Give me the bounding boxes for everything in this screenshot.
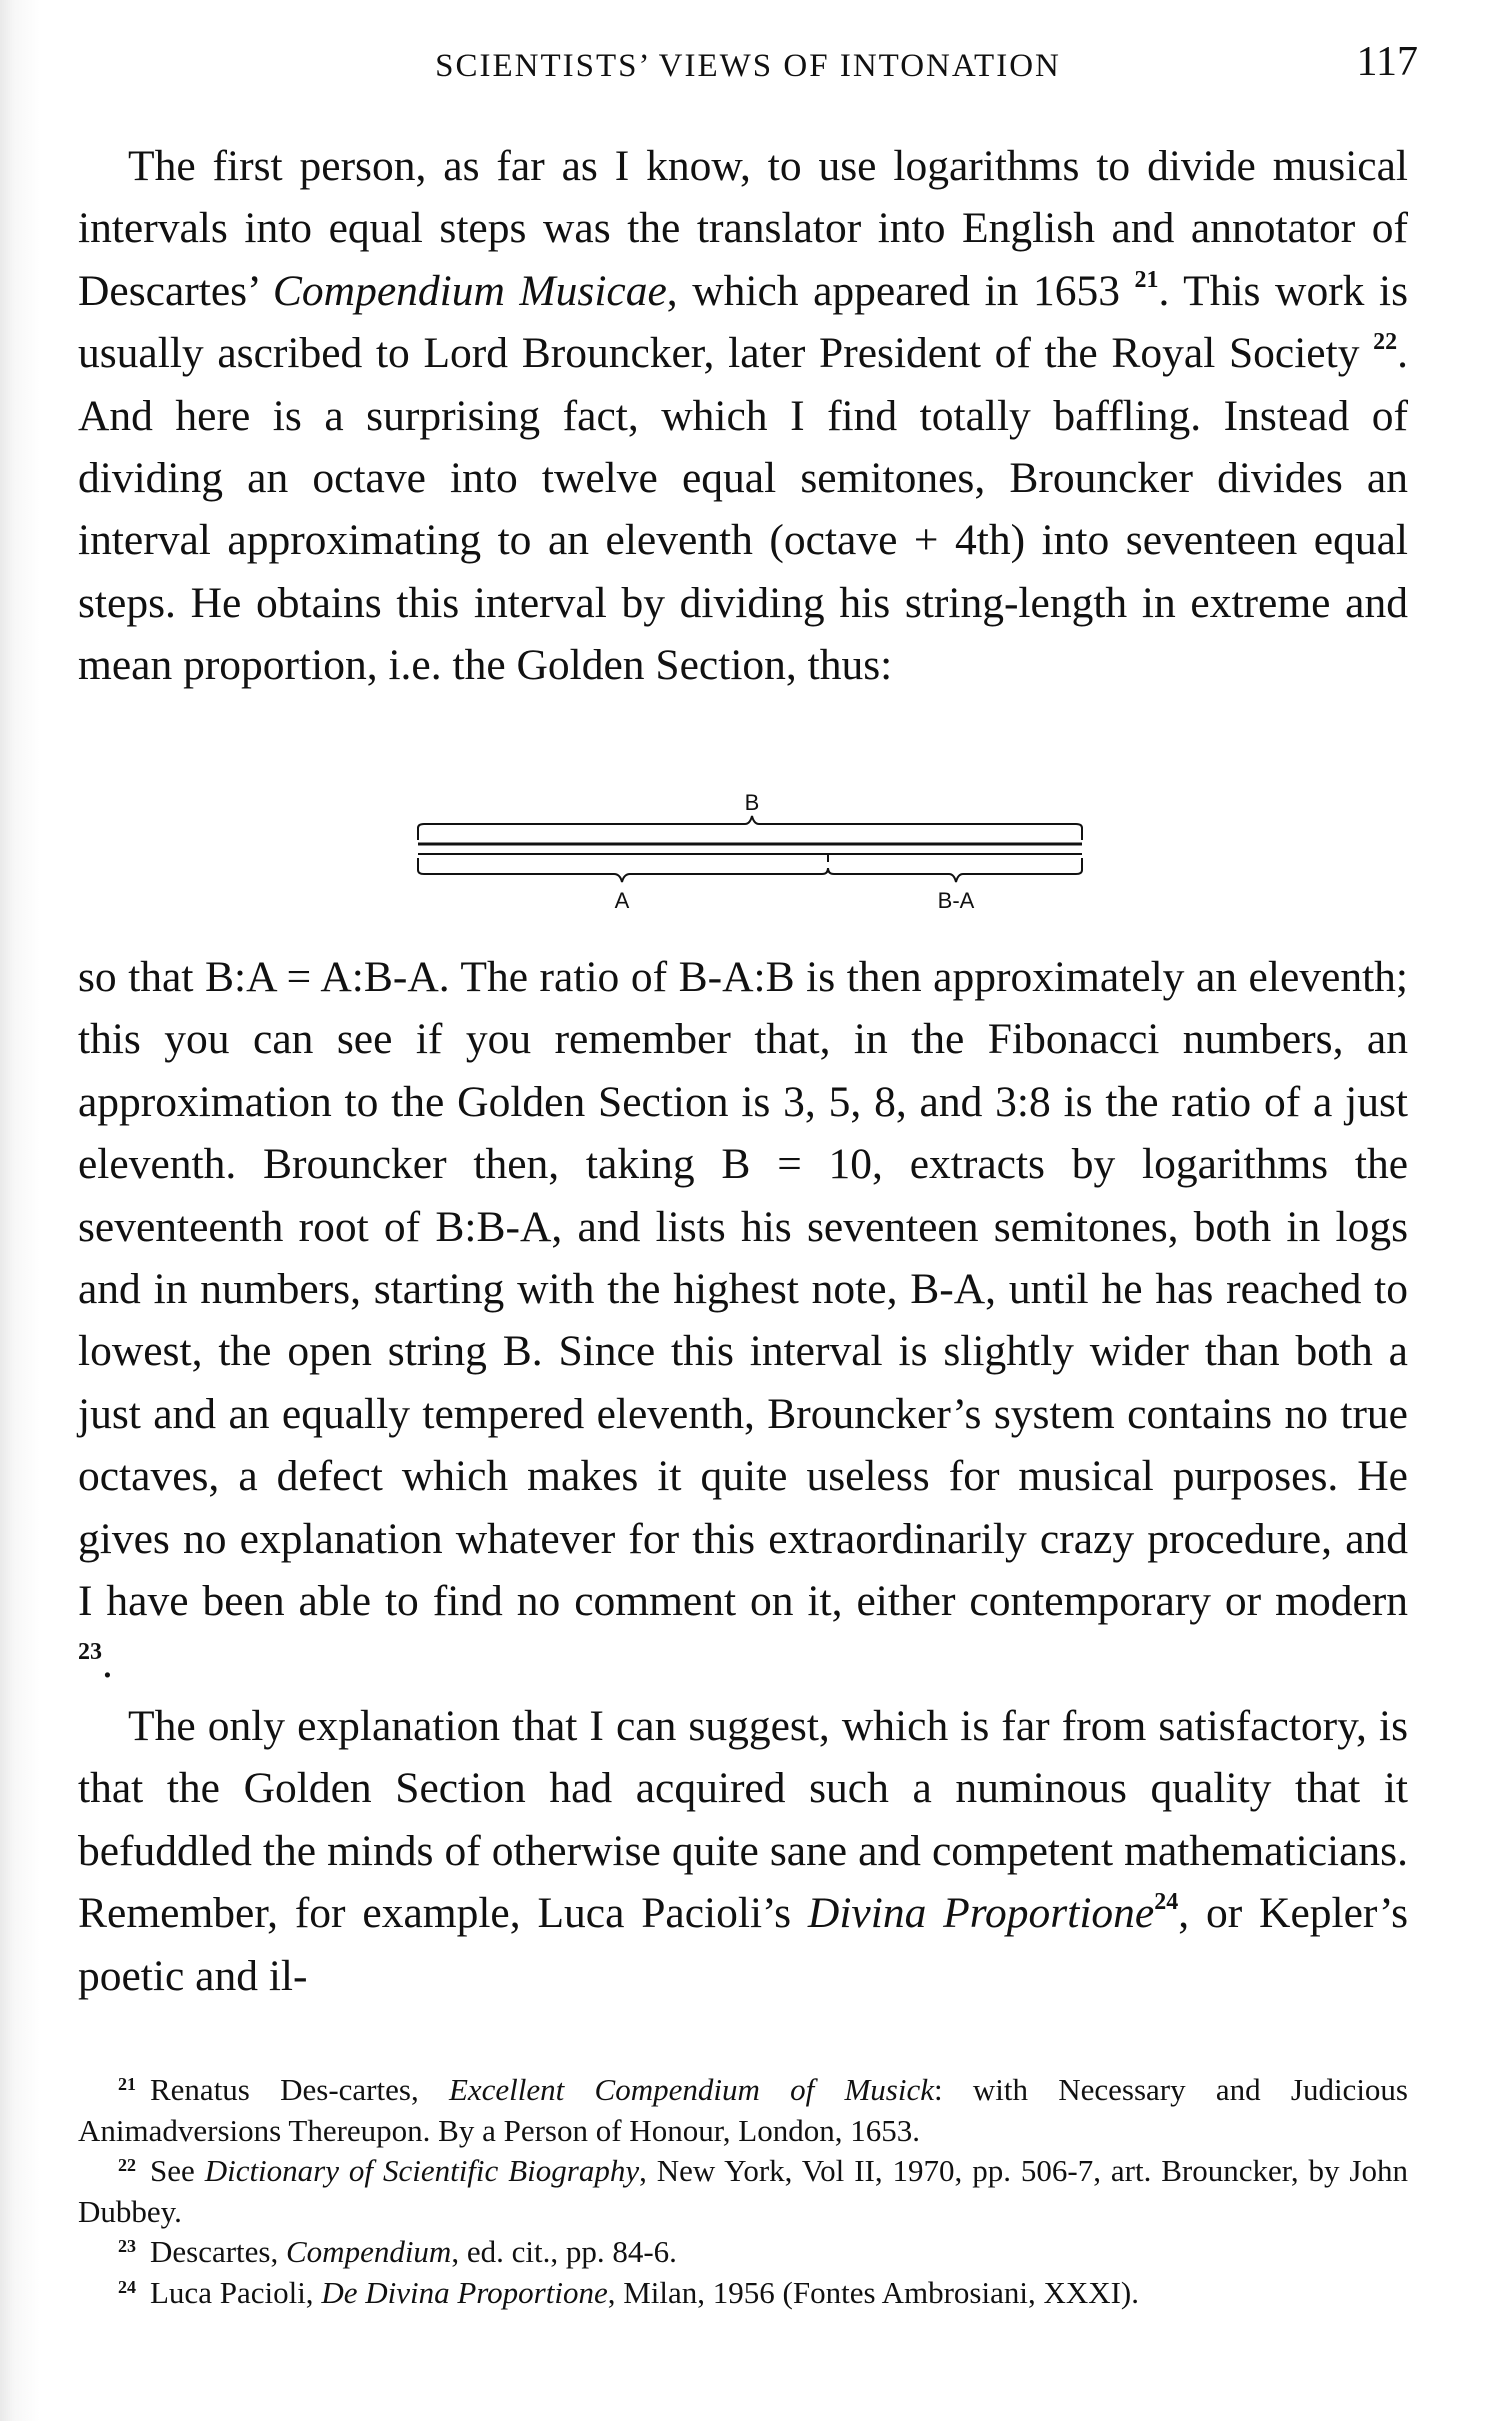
footnote-21 [78,2070,1408,2151]
footnote-text: Renatus Des-cartes, [150,2072,449,2107]
label-a: A [614,888,630,913]
footnote-ref-23[interactable]: 23 [78,1639,102,1666]
footnote-number: 23 [118,2236,136,2256]
label-b-minus-a: B-A [937,888,975,913]
page-number: 117 [1356,39,1418,85]
golden-section-svg [400,780,1100,930]
p2-text-a: so that B:A = A:B-A. The ratio of B-A:B is then approximately an eleventh; this you can see if you remember that, in the Fibonacci numbers, an approximation to the Golden Section is 3, 5, 8, and 3:8 is the ratio of a just eleventh. Brouncker then, taking B = 10, extracts by logarithms the seventeenth root of B:B-A, and lists his seventeen semitones, both in logs and in numbers, starting with the highest note, B-A, until he has reached to lowest, the open string B. Since this interval is slightly wider than both a just and an equally tempered eleventh, Brouncker’s system contains no true octaves, a defect which makes it quite useless for musical purposes. He gives no explanation whatever for this extraordinarily crazy procedure, and I have been able to find no comment on it, either contemporary or modern [78,953,1408,1626]
footnote-23 [78,2232,1408,2273]
label-b: B [744,790,760,815]
paragraph-2-and-3 [78,946,1408,2007]
footnote-title: Compendium [286,2234,452,2269]
footnote-text: : with Necessary and Judicious Animadversions Thereupon. By a Person of Honour, London, 1653. [78,2072,1408,2148]
brace-b-minus-a [828,858,1082,882]
footnote-text: , New York, Vol II, 1970, pp. 506-7, art. Brouncker, by John Dubbey. [78,2153,1408,2229]
footnote-24 [78,2273,1408,2314]
brace-a [418,858,828,882]
footnote-22 [78,2151,1408,2232]
footnote-text: , ed. cit., pp. 84-6. [451,2234,677,2269]
footnote-title: De Divina Proportione [321,2274,608,2310]
p1-text-b: , which appeared in 1653 [666,266,1135,315]
p3-text-b: , or Kepler’s poetic and il- [78,1889,1409,2000]
golden-section-diagram [400,780,1100,930]
footnote-title: Dictionary of Scientific Biography [204,2153,640,2188]
footnote-text: See [150,2153,205,2188]
footnote-ref-22[interactable]: 22 [1373,329,1398,356]
footnote-text: Descartes, [150,2234,286,2269]
p1-text-d: . And here is a surprising fact, which I find totally baffling. Instead of dividing an octave into twelve equal semitones, Brouncker divides an interval approximating to an eleventh (octave + 4th) into seventeen equal steps. He obtains this interval by dividing his string-length in extreme and mean proportion, i.e. the Golden Section, thus: [78,329,1408,690]
footnote-number: 24 [118,2276,136,2297]
footnote-text: , Milan, 1956 (Fontes Ambrosiani, XXXI). [607,2274,1140,2310]
p1-title-compendium: Compendium Musicae [272,266,667,315]
p2-text-b: . [102,1639,113,1688]
paragraph-1 [78,135,1408,697]
p3-text-a: The only explanation that I can suggest, which is far from satisfactory, is that the Golden Section had acquired such a numinous quality that it befuddled the minds of otherwise quite sane and competent mathematicians. Remember, for example, Luca Pacioli’s [78,1701,1408,1938]
brace-b [418,816,1082,840]
footnote-number: 21 [118,2074,136,2094]
p1-text-a: The first person, as far as I know, to use logarithms to divide musical intervals into equal steps was the translator into English and annotator of Descartes’ [78,142,1408,315]
footnote-text: Luca Pacioli, [150,2274,322,2310]
footnote-ref-24[interactable]: 24 [1154,1889,1179,1916]
page-header [78,38,1418,86]
running-head: SCIENTISTS’ VIEWS OF INTONATION [435,48,1061,84]
footnotes [78,2070,1408,2313]
footnote-ref-21[interactable]: 21 [1134,266,1159,293]
p3-title-divina: Divina Proportione [807,1889,1155,1938]
p1-text-c: . This work is usually ascribed to Lord Brouncker, later President of the Royal Society [78,266,1408,378]
footnote-title: Excellent Compendium of Musick [448,2072,934,2107]
footnote-number: 22 [118,2155,136,2175]
